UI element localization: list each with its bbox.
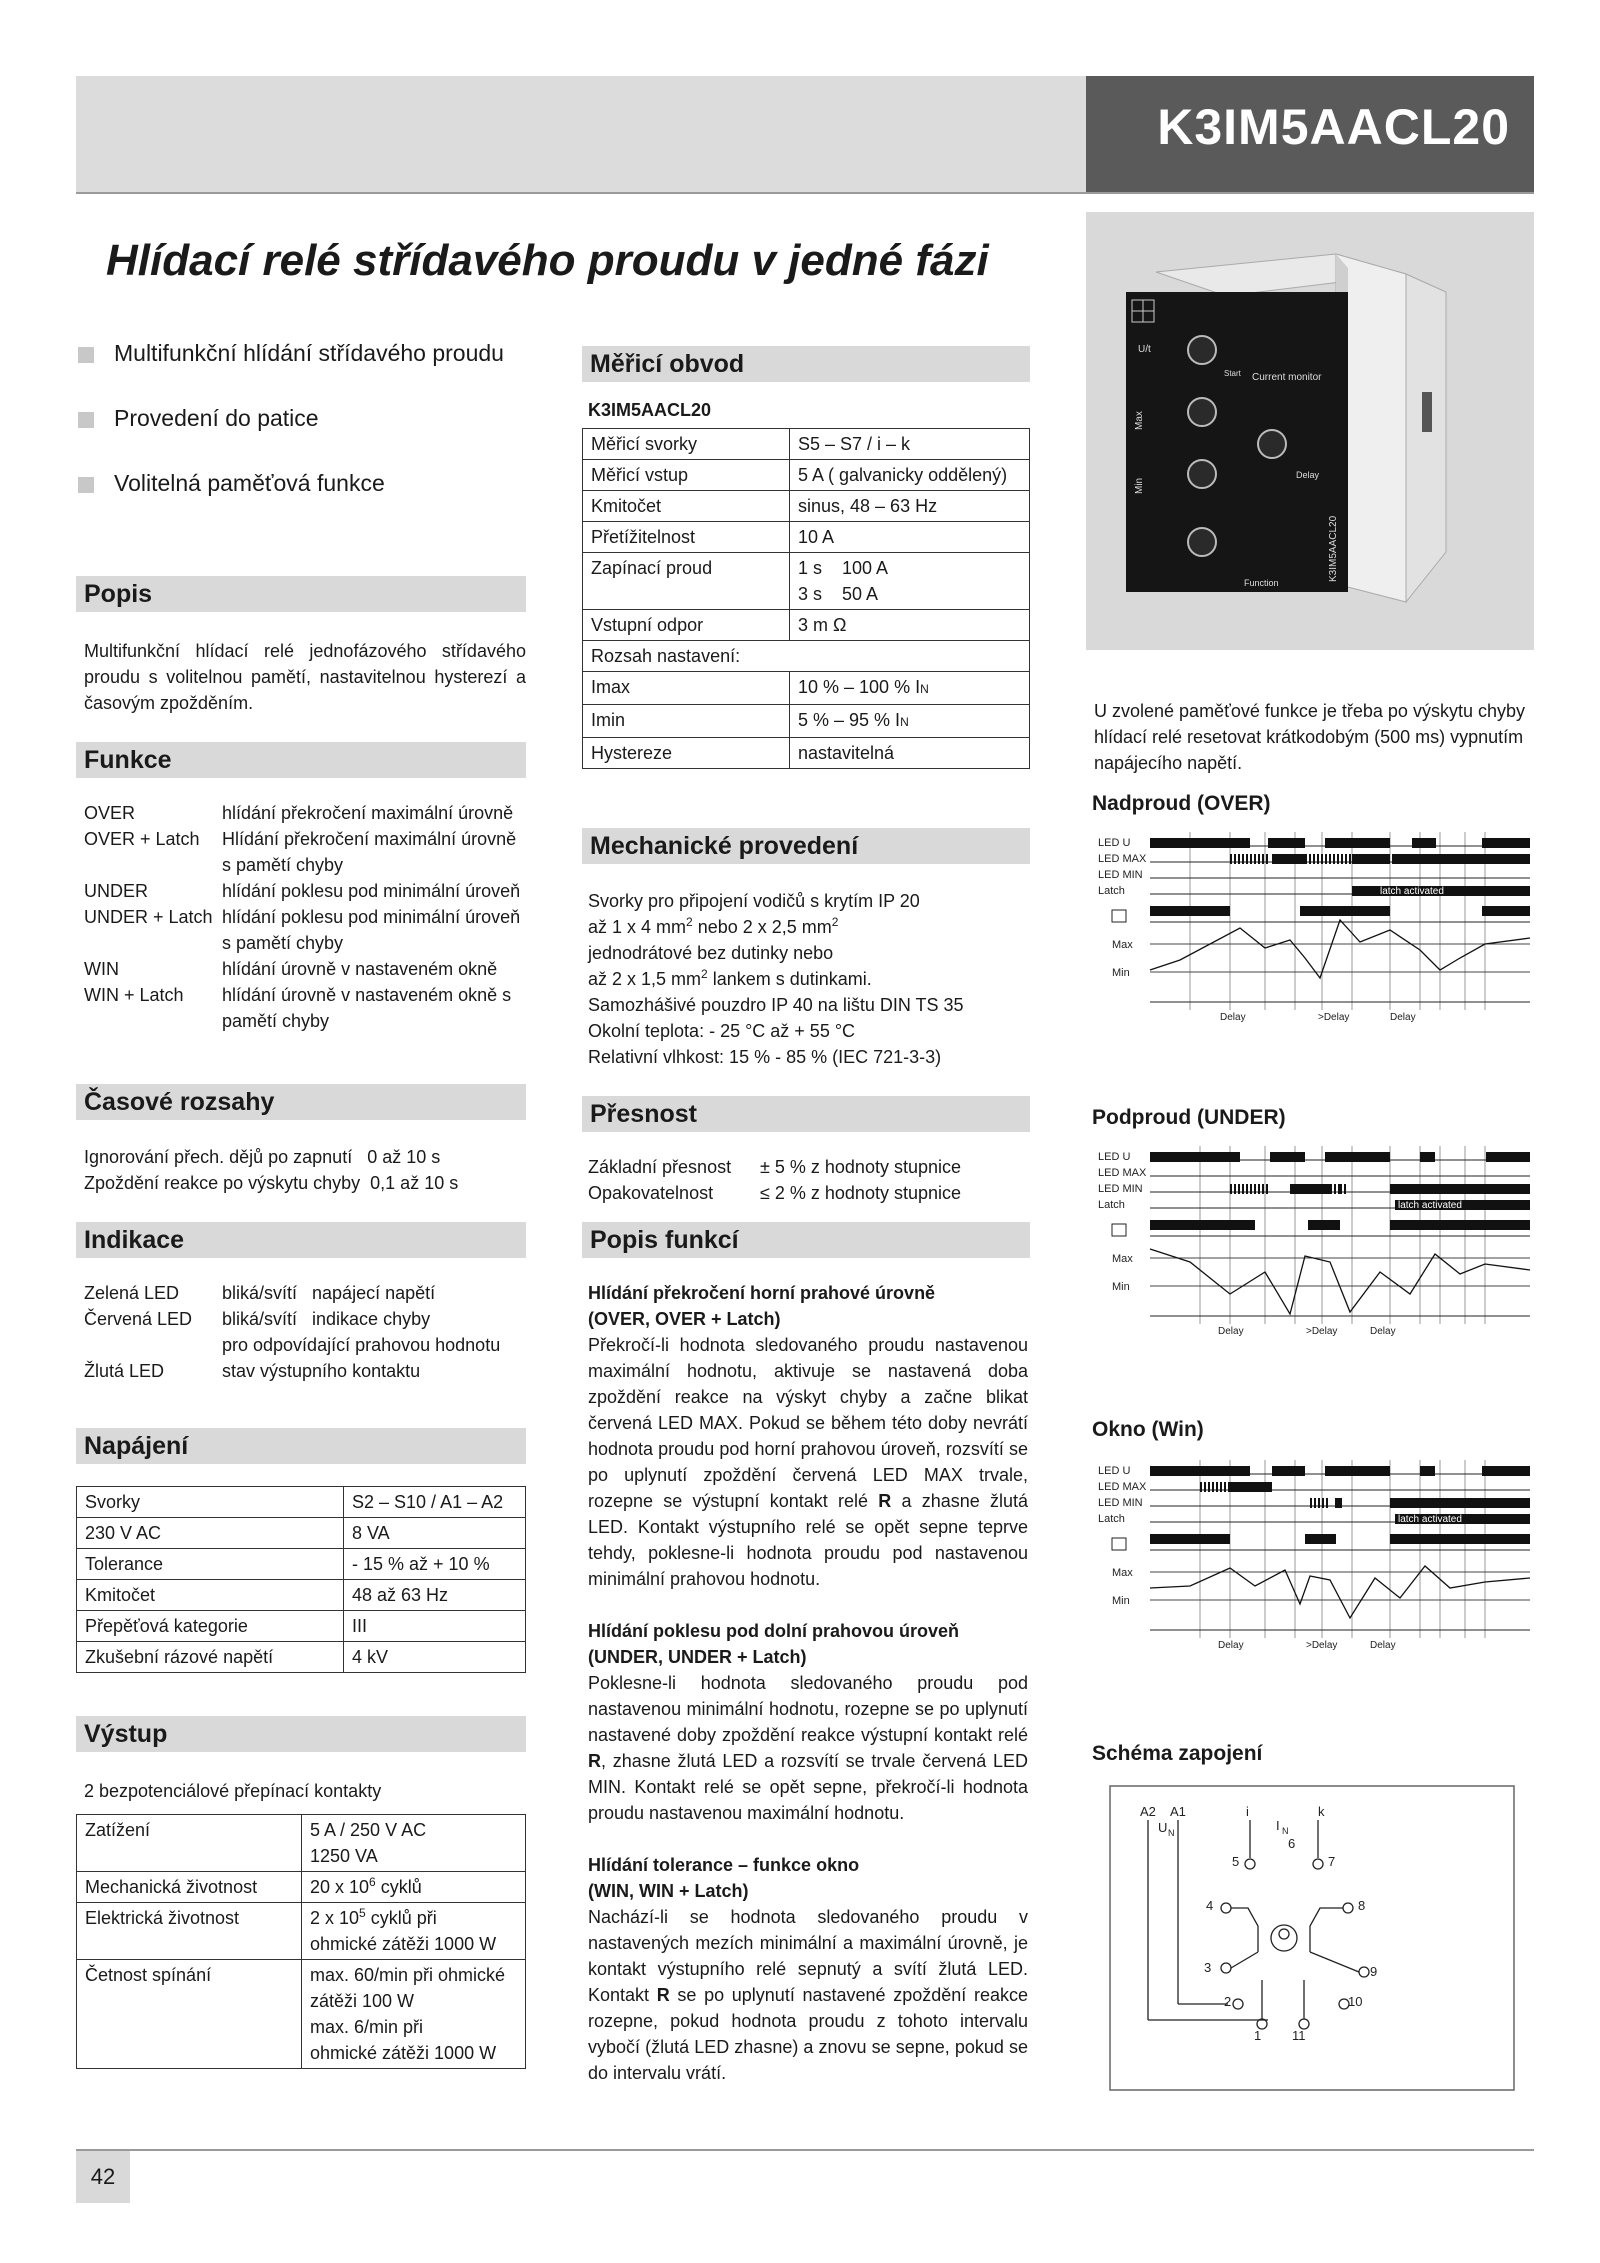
blink-mark [1321, 854, 1323, 864]
timing-diagram-win [1090, 1458, 1534, 1698]
blink-mark [1234, 1184, 1236, 1194]
blink-mark [1349, 854, 1351, 864]
blink-mark [1224, 1482, 1226, 1492]
timing-diagram-under [1090, 1144, 1534, 1384]
svg-text:Current monitor: Current monitor [1252, 372, 1322, 383]
level-label-max: Max [1112, 1253, 1133, 1265]
svg-text:Delay: Delay [1296, 470, 1320, 480]
blink-mark [1254, 854, 1256, 864]
memory-note: U zvolené paměťové funkce je třeba po výskytu chyby hlídací relé resetovat krátkodobým (500 ms) vypnutím napájecího napětí. [1094, 701, 1525, 773]
svg-text:i: i [1246, 1804, 1249, 1819]
section-heading-merici: Měřicí obvod [582, 346, 1030, 382]
blink-mark [1230, 854, 1232, 864]
blink-mark [1337, 854, 1339, 864]
blink-mark [1317, 854, 1319, 864]
section-heading-casove: Časové rozsahy [76, 1084, 526, 1120]
blink-mark [1258, 1184, 1260, 1194]
svg-text:Function: Function [1244, 578, 1279, 588]
blink-mark [1330, 1184, 1332, 1194]
feature-item: Multifunkční hlídání střídavého proudu [78, 340, 504, 367]
state-bar [1150, 1466, 1250, 1476]
svg-text:N: N [1282, 1826, 1289, 1836]
feature-item: Provedení do patice [78, 405, 319, 432]
row-label: LED MIN [1098, 869, 1143, 881]
svg-text:K3IM5AACL20: K3IM5AACL20 [1328, 515, 1339, 582]
state-bar [1390, 1498, 1530, 1508]
bullet-square-icon [78, 412, 94, 428]
vystup-table [76, 1814, 526, 2069]
table-row: Zapínací proud 1 s 100 A 3 s 50 A [583, 553, 1030, 610]
latch-activated-label: latch activated [1398, 1200, 1462, 1211]
state-bar [1412, 838, 1436, 848]
popisfunkci-text: Hlídání překročení horní prahové úrovně (OVER, OVER + Latch) Překročí-li hodnota sledovaného proudu nastavenou maximální hodnotu, aktivuje se nastavená doba zpoždění reakce na výskyt chyby a začne blikat červená LED MAX. Pokud se během této doby nevrátí hodnota proudu pod horní prahovou úroveň, rozsvítí se po uplynutí zpoždění červená LED MAX trvale, rozepne se výstupní kontakt relé R a zhasne žlutá LED. Kontakt výstupního relé se opět sepne teprve tehdy, poklesne-li hodnota proudu pod nastavenou minimální prahovou hodnotu. Hlídání poklesu pod dolní prahovou úroveň (UNDER, UNDER + Latch) Poklesne-li hodnota sledovaného proudu pod nastavenou minimální hodnotu, rozepne se po uplynutí nastavené doby zpoždění reakce výstupní kontakt relé R, zhasne žlutá LED a rozsvítí se trvale červená LED MIN. Kontakt relé se opět sepne, překročí-li hodnota proudu nastavenou maximální hodnotu. Hlídání tolerance – funkce okno (WIN, WIN + Latch) Nachází-li se hodnota sledovaného proudu v nastavených mezích minimální a maximální úrovně, je kontakt výstupního relé sepnutý a svítí žlutá LED. Kontakt R se po uplynutí nastavené zpoždění reakce rozepne, pokud hodnota proudu z tohoto intervalu vybočí (žlutá LED zhasne) a znovu se sepne, pokud se do intervalu vrátí. [588, 1283, 1028, 2083]
state-bar [1290, 1184, 1330, 1194]
table-row: Přetížitelnost 10 A [583, 522, 1030, 553]
svg-text:11: 11 [1292, 2028, 1306, 2043]
svg-text:Min: Min [1134, 477, 1145, 494]
svg-text:U: U [1158, 1820, 1168, 1835]
product-code-box [1086, 76, 1534, 194]
svg-text:I: I [1276, 1818, 1280, 1833]
delay-label: Delay [1218, 1640, 1244, 1651]
blink-mark [1341, 854, 1343, 864]
blink-mark [1246, 854, 1248, 864]
delay-label: Delay [1218, 1326, 1244, 1337]
latch-activated-label: latch activated [1380, 886, 1444, 897]
row-label: LED MAX [1098, 1167, 1147, 1179]
state-bar [1390, 1184, 1530, 1194]
table-row: Vstupní odpor 3 m Ω [583, 610, 1030, 641]
section-heading-napajeni: Napájení [76, 1428, 526, 1464]
blink-mark [1345, 854, 1347, 864]
state-bar [1325, 838, 1390, 848]
blink-mark [1254, 1184, 1256, 1194]
greater-delay-label: >Delay [1318, 1012, 1350, 1023]
indikace-list: Zelená LED bliká/svítí napájecí napětí Červená LED bliká/svítí indikace chyby pro odpovídající prahovou hodnotu Žlutá LED stav výstupního kontaktu [84, 1283, 501, 1381]
product-code: K3IM5AACL20 [1157, 99, 1510, 155]
svg-text:Start: Start [1224, 369, 1241, 378]
blink-mark [1318, 1498, 1320, 1508]
diagram-title-win: Okno (Win) [1092, 1418, 1204, 1441]
delay-label: Delay [1220, 1012, 1246, 1023]
blink-mark [1238, 1184, 1240, 1194]
state-bar [1420, 1466, 1435, 1476]
relay-icon [1112, 910, 1126, 922]
state-bar [1150, 1220, 1255, 1230]
row-label: LED U [1098, 1465, 1131, 1477]
blink-mark [1234, 854, 1236, 864]
svg-text:A1: A1 [1170, 1804, 1186, 1819]
state-bar [1150, 1152, 1240, 1162]
row-label: Latch [1098, 885, 1125, 897]
delay-label: Delay [1370, 1326, 1396, 1337]
state-bar [1482, 1466, 1530, 1476]
table-row: Zkušební rázové napětí 4 kV [77, 1642, 526, 1673]
greater-delay-label: >Delay [1306, 1640, 1338, 1651]
relay-icon [1112, 1538, 1126, 1550]
blink-mark [1344, 1184, 1346, 1194]
current-waveform [1150, 1566, 1530, 1618]
state-bar [1482, 838, 1530, 848]
row-label: LED U [1098, 837, 1131, 849]
blink-mark [1200, 1482, 1202, 1492]
bullet-square-icon [78, 477, 94, 493]
section-heading-popisfunkci: Popis funkcí [582, 1222, 1030, 1258]
svg-text:6: 6 [1288, 1836, 1296, 1851]
latch-activated-label: latch activated [1398, 1514, 1462, 1525]
table-row: Tolerance - 15 % až + 10 % [77, 1549, 526, 1580]
level-label-min: Min [1112, 967, 1130, 979]
table-row: Přepěťová kategorie III [77, 1611, 526, 1642]
blink-mark [1334, 1184, 1336, 1194]
table-row: Mechanická životnost 20 x $10^6$ cyklů [77, 1872, 526, 1903]
state-bar [1272, 854, 1305, 864]
table-row: Hystereze nastavitelná [583, 738, 1030, 769]
napajeni-table [76, 1486, 526, 1673]
svg-text:9: 9 [1370, 1964, 1378, 1979]
footer-rule [76, 2149, 1534, 2151]
state-bar [1482, 906, 1530, 916]
svg-text:U/t: U/t [1138, 344, 1151, 355]
blink-mark [1266, 1184, 1268, 1194]
state-bar [1272, 1466, 1305, 1476]
blink-mark [1266, 854, 1268, 864]
table-row: 230 V AC 8 VA [77, 1518, 526, 1549]
merici-table [582, 428, 1030, 769]
mech-text: Svorky pro připojení vodičů s krytím IP 20 až 1 x 4 $mm^2$ nebo 2 x 2,5 $mm^2$ jednodrátové bez dutinky nebo až 2 x 1,5 $mm^2$ lankem s dutinkami. Samozhášivé pouzdro IP 40 na lištu DIN TS 35 Okolní teplota: - 25 °C až + 55 °C Relativní vlhkost: 15 % - 85 % (IEC 721-3-3) [588, 891, 964, 1067]
row-label: Latch [1098, 1513, 1125, 1525]
svg-text:k: k [1318, 1804, 1325, 1819]
row-label: LED U [1098, 1151, 1131, 1163]
svg-text:2: 2 [1224, 1994, 1232, 2009]
blink-mark [1309, 854, 1311, 864]
svg-text:N: N [1168, 1828, 1175, 1838]
diagram-title-over: Nadproud (OVER) [1092, 792, 1271, 815]
feature-item: Volitelná paměťová funkce [78, 470, 385, 497]
blink-mark [1250, 1184, 1252, 1194]
level-label-max: Max [1112, 939, 1133, 951]
section-heading-funkce: Funkce [76, 742, 526, 778]
delay-label: Delay [1390, 1012, 1416, 1023]
table-row: Kmitočet 48 až 63 Hz [77, 1580, 526, 1611]
page-title: Hlídací relé střídavého proudu v jedné fázi [106, 236, 989, 285]
row-label: Latch [1098, 1199, 1125, 1211]
relay-icon [1112, 1224, 1126, 1236]
svg-text:4: 4 [1206, 1898, 1214, 1913]
state-bar [1270, 1152, 1305, 1162]
blink-mark [1340, 1184, 1342, 1194]
timing-diagram-over [1090, 830, 1534, 1070]
blink-mark [1242, 1184, 1244, 1194]
state-bar [1325, 1152, 1390, 1162]
popis-text: Multifunkční hlídací relé jednofázového střídavého proudu s volitelnou pamětí, nastavitelnou hysterezí a časovým zpožděním. [84, 641, 526, 713]
blink-mark [1246, 1184, 1248, 1194]
bullet-square-icon [78, 347, 94, 363]
blink-mark [1314, 1498, 1316, 1508]
svg-text:5: 5 [1232, 1854, 1240, 1869]
blink-mark [1322, 1498, 1324, 1508]
blink-mark [1305, 854, 1307, 864]
blink-mark [1326, 1498, 1328, 1508]
delay-label: Delay [1370, 1640, 1396, 1651]
blink-mark [1212, 1482, 1214, 1492]
blink-mark [1325, 854, 1327, 864]
product-photo [1086, 212, 1534, 650]
vystup-intro: 2 bezpotenciálové přepínací kontakty [84, 1781, 382, 1801]
state-bar [1305, 1534, 1336, 1544]
blink-mark [1230, 1184, 1232, 1194]
table-row: Měřicí svorky S5 – S7 / i – k [583, 429, 1030, 460]
header-bar [76, 76, 1086, 194]
svg-text:3: 3 [1204, 1960, 1212, 1975]
blink-mark [1220, 1482, 1222, 1492]
state-bar [1486, 1152, 1530, 1162]
state-bar [1150, 906, 1230, 916]
state-bar [1308, 1220, 1340, 1230]
state-bar [1352, 854, 1390, 864]
blink-mark [1250, 854, 1252, 864]
state-bar [1392, 854, 1530, 864]
blink-mark [1238, 854, 1240, 864]
current-waveform [1150, 920, 1530, 978]
table-row: Zatížení 5 A / 250 V AC 1250 VA [77, 1815, 526, 1872]
state-bar [1420, 1152, 1435, 1162]
blink-mark [1208, 1482, 1210, 1492]
level-label-min: Min [1112, 1595, 1130, 1607]
greater-delay-label: >Delay [1306, 1326, 1338, 1337]
blink-mark [1228, 1482, 1230, 1492]
page-number: 42 [76, 2151, 130, 2203]
presnost-list: Základní přesnost ± 5 % z hodnoty stupnice Opakovatelnost ≤ 2 % z hodnoty stupnice [588, 1157, 961, 1203]
current-waveform [1150, 1249, 1530, 1314]
svg-text:1: 1 [1254, 2028, 1262, 2043]
level-label-min: Min [1112, 1281, 1130, 1293]
table-row: Rozsah nastavení: [583, 641, 1030, 672]
blink-mark [1216, 1482, 1218, 1492]
state-bar [1390, 1534, 1530, 1544]
blink-mark [1204, 1482, 1206, 1492]
table-row: Měřicí vstup 5 A ( galvanicky oddělený) [583, 460, 1030, 491]
row-label: LED MAX [1098, 853, 1147, 865]
table-row: Imin 5 % – 95 % IN [583, 705, 1030, 738]
table-row: Elektrická životnost 2 x $10^5$ cyklů při ohmické zátěži 1000 W [77, 1903, 526, 1960]
section-heading-popis: Popis [76, 576, 526, 612]
table-row: Kmitočet sinus, 48 – 63 Hz [583, 491, 1030, 522]
blink-mark [1262, 854, 1264, 864]
section-heading-indikace: Indikace [76, 1222, 526, 1258]
state-bar [1230, 1482, 1272, 1492]
diagram-title-under: Podproud (UNDER) [1092, 1106, 1286, 1129]
state-bar [1390, 1220, 1530, 1230]
state-bar [1150, 1534, 1230, 1544]
blink-mark [1338, 1184, 1340, 1194]
blink-mark [1242, 854, 1244, 864]
table-row: Četnost spínání max. 60/min při ohmické zátěži 100 W max. 6/min při ohmické zátěži 1000 W [77, 1960, 526, 2069]
section-heading-presnost: Přesnost [582, 1096, 1030, 1132]
svg-text:8: 8 [1358, 1898, 1366, 1913]
row-label: LED MIN [1098, 1497, 1143, 1509]
row-label: LED MIN [1098, 1183, 1143, 1195]
funkce-list: OVER hlídání překročení maximální úrovně OVER + Latch Hlídání překročení maximální úrovně s pamětí chyby UNDER hlídání poklesu pod minimální úroveň UNDER + Latch hlídání poklesu pod minimální úroveň s pamětí chyby WIN hlídání úrovně v nastaveném okně WIN + Latch hlídání úrovně v nastaveném okně s pamětí chyby [84, 803, 521, 1031]
merici-model: K3IM5AACL20 [588, 400, 712, 420]
blink-mark [1258, 854, 1260, 864]
state-bar [1150, 838, 1250, 848]
section-heading-mech: Mechanické provedení [582, 828, 1030, 864]
table-row: Imax 10 % – 100 % IN [583, 672, 1030, 705]
state-bar [1335, 1498, 1342, 1508]
wiring-schematic [1108, 1784, 1516, 2092]
svg-text:Max: Max [1134, 411, 1145, 430]
svg-text:7: 7 [1328, 1854, 1336, 1869]
state-bar [1325, 1466, 1390, 1476]
blink-mark [1313, 854, 1315, 864]
svg-text:A2: A2 [1140, 1804, 1156, 1819]
table-row: Svorky S2 – S10 / A1 – A2 [77, 1487, 526, 1518]
blink-mark [1329, 854, 1331, 864]
relay-device-illustration [1086, 212, 1534, 650]
svg-text:10: 10 [1348, 1994, 1363, 2009]
casove-list: Ignorování přech. dějů po zapnutí 0 až 10 s Zpoždění reakce po výskytu chyby 0,1 až 10 s [84, 1147, 459, 1193]
blink-mark [1262, 1184, 1264, 1194]
state-bar [1300, 906, 1390, 916]
section-heading-vystup: Výstup [76, 1716, 526, 1752]
row-label: LED MAX [1098, 1481, 1147, 1493]
blink-mark [1333, 854, 1335, 864]
level-label-max: Max [1112, 1567, 1133, 1579]
blink-mark [1310, 1498, 1312, 1508]
state-bar [1268, 838, 1305, 848]
diagram-title-schema: Schéma zapojení [1092, 1742, 1263, 1765]
